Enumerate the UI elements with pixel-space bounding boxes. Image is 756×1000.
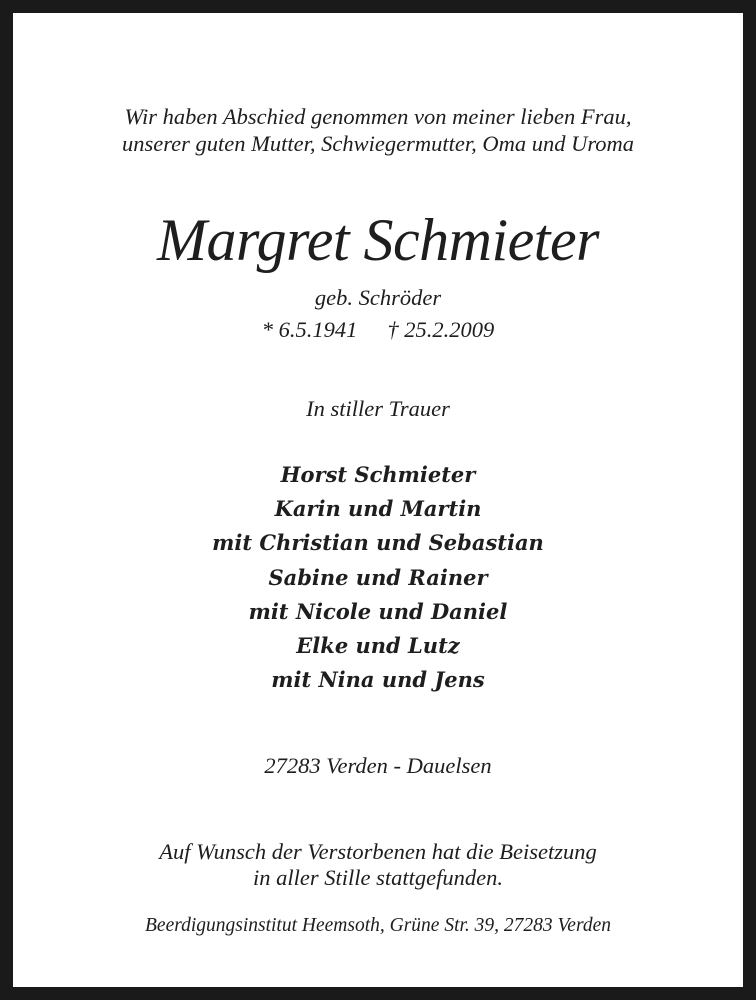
mourner-line: Horst Schmieter <box>280 462 476 487</box>
notice-line-1: Auf Wunsch der Verstorbenen hat die Beisetzung <box>159 839 597 864</box>
mourning-phrase: In stiller Trauer <box>306 396 450 421</box>
birth-name: geb. Schröder <box>314 285 442 310</box>
life-dates <box>13 316 743 344</box>
mourner-line: Sabine und Rainer <box>268 565 488 590</box>
intro-line-2: unserer guten Mutter, Schwiegermutter, Oma und Uroma <box>121 131 635 156</box>
mourner-line: Elke und Lutz <box>296 633 460 658</box>
mourner-line: mit Nina und Jens <box>271 667 485 692</box>
intro-line-1: Wir haben Abschied genommen von meiner lieben Frau, <box>124 104 632 129</box>
mourner-line: mit Christian und Sebastian <box>212 530 544 555</box>
mourner-line: Karin und Martin <box>274 496 482 521</box>
deceased-name: Margret Schmieter <box>157 207 599 273</box>
location: 27283 Verden - Dauelsen <box>264 753 492 778</box>
mourner-line: mit Nicole und Daniel <box>248 599 508 624</box>
birth-date: * 6.5.1941 <box>261 317 358 342</box>
death-date: † 25.2.2009 <box>387 317 495 342</box>
undertaker: Beerdigungsinstitut Heemsoth, Grüne Str. 39, 27283 Verden <box>145 915 611 936</box>
notice-line-2: in aller Stille stattgefunden. <box>253 865 503 890</box>
